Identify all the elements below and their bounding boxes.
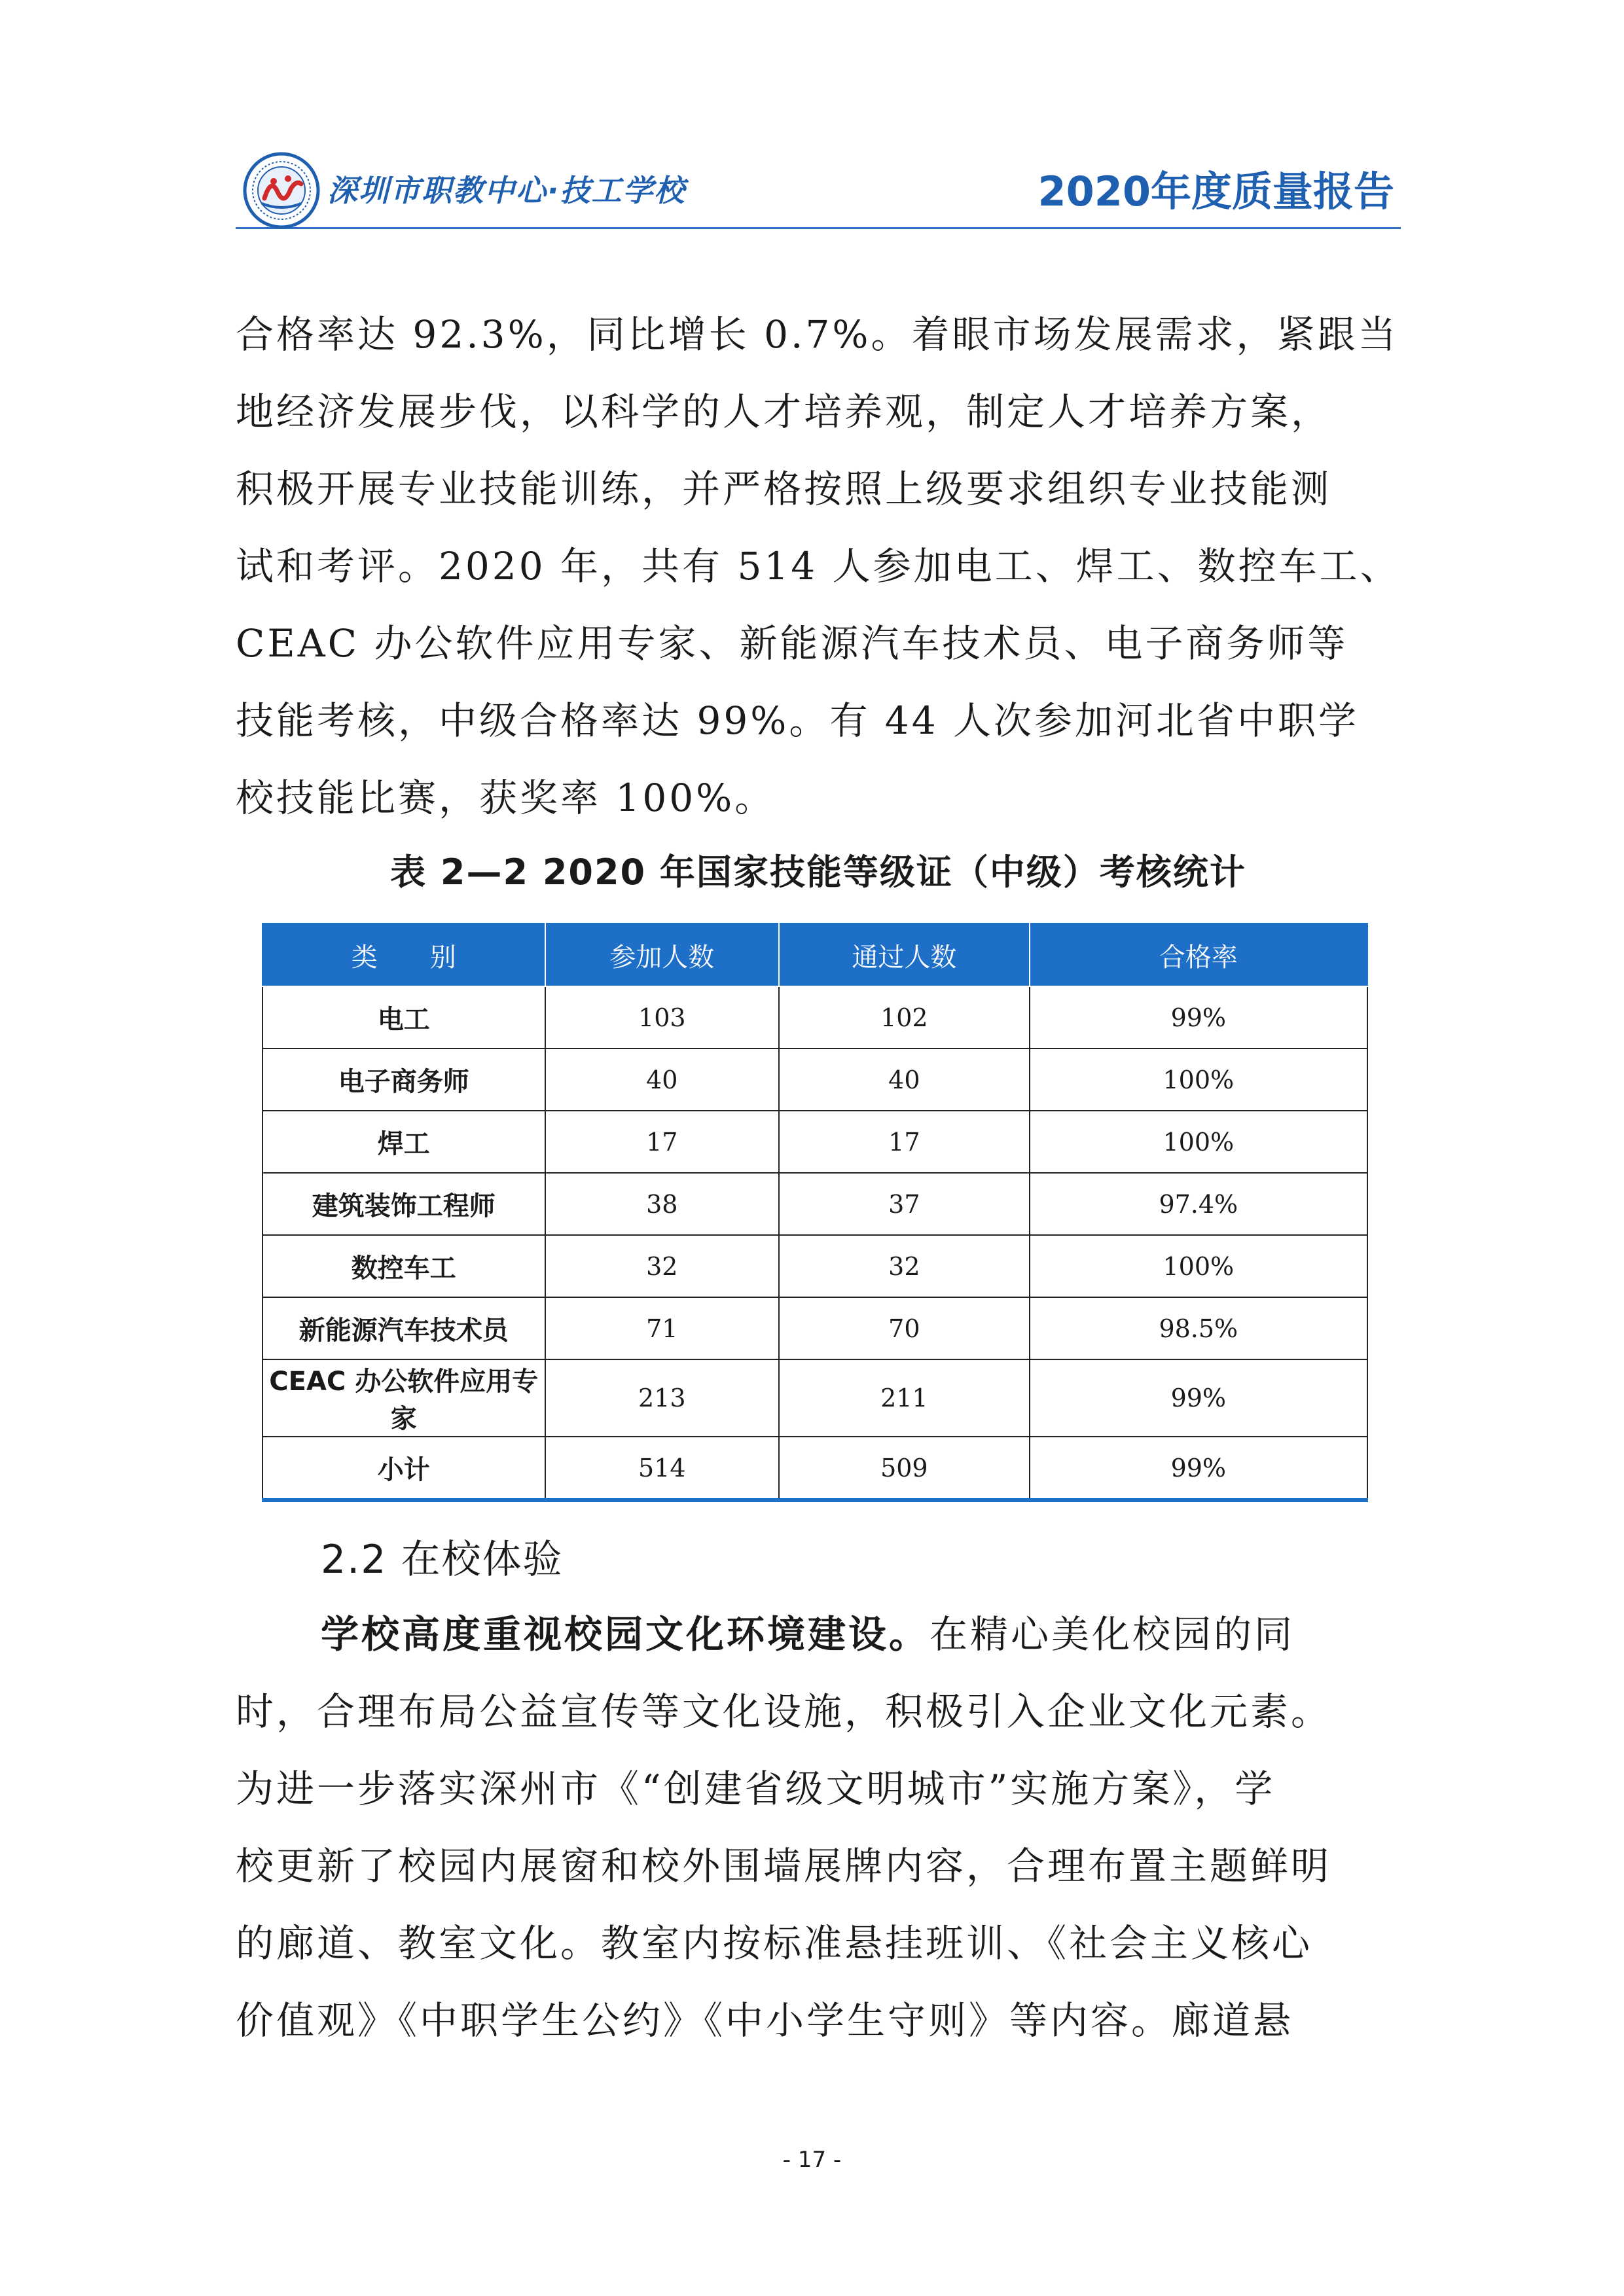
participants-cell: 17 (545, 1111, 780, 1173)
table-row (262, 1173, 1367, 1235)
table-caption: 表 2—2 2020 年国家技能等级证（中级）考核统计 (390, 852, 1246, 893)
category-cell: 数控车工 (262, 1235, 545, 1297)
column-header-category: 类 别 (262, 924, 545, 986)
table-row-subtotal (262, 1437, 1367, 1500)
report-title: 2020年度质量报告 (1038, 168, 1394, 215)
column-header-participants: 参加人数 (545, 924, 780, 986)
category-cell: 电工 (262, 986, 545, 1049)
column-header-passed: 通过人数 (779, 924, 1030, 986)
participants-cell: 40 (545, 1049, 780, 1111)
paragraph-line: 为进一步落实深州市《“创建省级文明城市”实施方案》，学 (236, 1767, 1276, 1811)
table-row (262, 1111, 1367, 1173)
table-row (262, 1235, 1367, 1297)
participants-cell: 32 (545, 1235, 780, 1297)
paragraph-line: 校技能比赛，获奖率 100%。 (236, 776, 776, 820)
category-cell: 建筑装饰工程师 (262, 1173, 545, 1235)
paragraph-line: 合格率达 92.3%，同比增长 0.7%。着眼市场发展需求，紧跟当 (236, 312, 1399, 357)
pass-rate-cell: 97.4% (1030, 1173, 1367, 1235)
paragraph-campus-culture (236, 1596, 1401, 2059)
passed-cell: 211 (779, 1359, 1030, 1437)
paragraph-line: 技能考核，中级合格率达 99%。有 44 人次参加河北省中职学 (236, 698, 1360, 743)
passed-cell: 32 (779, 1235, 1030, 1297)
paragraph-skills-assessment (236, 296, 1401, 836)
category-cell: 电子商务师 (262, 1049, 545, 1111)
pass-rate-cell: 98.5% (1030, 1297, 1367, 1359)
school-logo-icon (242, 151, 321, 230)
school-name: 深圳市职教中心·技工学校 (327, 173, 686, 208)
pass-rate-cell: 100% (1030, 1111, 1367, 1173)
passed-cell: 17 (779, 1111, 1030, 1173)
column-header-pass-rate: 合格率 (1030, 924, 1367, 986)
paragraph-lead-bold: 学校高度重视校园文化环境建设。 (321, 1612, 930, 1657)
passed-cell: 70 (779, 1297, 1030, 1359)
passed-cell: 37 (779, 1173, 1030, 1235)
page-number: - 17 - (782, 2147, 842, 2173)
paragraph-line: 的廊道、教室文化。教室内按标准悬挂班训、《社会主义核心 (236, 1921, 1313, 1965)
paragraph-line: 时，合理布局公益宣传等文化设施，积极引入企业文化元素。 (236, 1689, 1332, 1734)
table-row (262, 986, 1367, 1049)
category-cell: CEAC 办公软件应用专家 (262, 1359, 545, 1437)
participants-cell: 213 (545, 1359, 780, 1437)
table-row (262, 1297, 1367, 1359)
pass-rate-cell: 100% (1030, 1049, 1367, 1111)
paragraph-line: 价值观》《中职学生公约》《中小学生守则》等内容。廊道悬 (236, 1998, 1294, 2043)
pass-rate-cell: 100% (1030, 1235, 1367, 1297)
category-cell: 新能源汽车技术员 (262, 1297, 545, 1359)
paragraph-lead-rest: 在精心美化校园的同 (929, 1612, 1295, 1657)
passed-cell: 102 (779, 986, 1030, 1049)
pass-rate-cell: 99% (1030, 1359, 1367, 1437)
paragraph-line: 校更新了校园内展窗和校外围墙展牌内容，合理布置主题鲜明 (236, 1844, 1332, 1888)
passed-cell: 509 (779, 1437, 1030, 1500)
category-cell: 焊工 (262, 1111, 545, 1173)
participants-cell: 103 (545, 986, 780, 1049)
skills-certification-table (262, 923, 1368, 1502)
table-row (262, 1049, 1367, 1111)
paragraph-line: 试和考评。2020 年，共有 514 人参加电工、焊工、数控车工、 (236, 544, 1401, 588)
pass-rate-cell: 99% (1030, 986, 1367, 1049)
participants-cell: 38 (545, 1173, 780, 1235)
table-header-row (262, 924, 1367, 986)
paragraph-line: CEAC 办公软件应用专家、新能源汽车技术员、电子商务师等 (236, 621, 1348, 666)
paragraph-line (236, 1596, 1401, 1673)
passed-cell: 40 (779, 1049, 1030, 1111)
participants-cell: 514 (545, 1437, 780, 1500)
paragraph-line: 地经济发展步伐，以科学的人才培养观，制定人才培养方案， (236, 389, 1332, 434)
pass-rate-cell: 99% (1030, 1437, 1367, 1500)
paragraph-line: 积极开展专业技能训练，并严格按照上级要求组织专业技能测 (236, 467, 1332, 511)
category-cell: 小计 (262, 1437, 545, 1500)
page-header (236, 147, 1401, 229)
participants-cell: 71 (545, 1297, 780, 1359)
section-heading: 2.2 在校体验 (321, 1537, 564, 1583)
table-row (262, 1359, 1367, 1437)
